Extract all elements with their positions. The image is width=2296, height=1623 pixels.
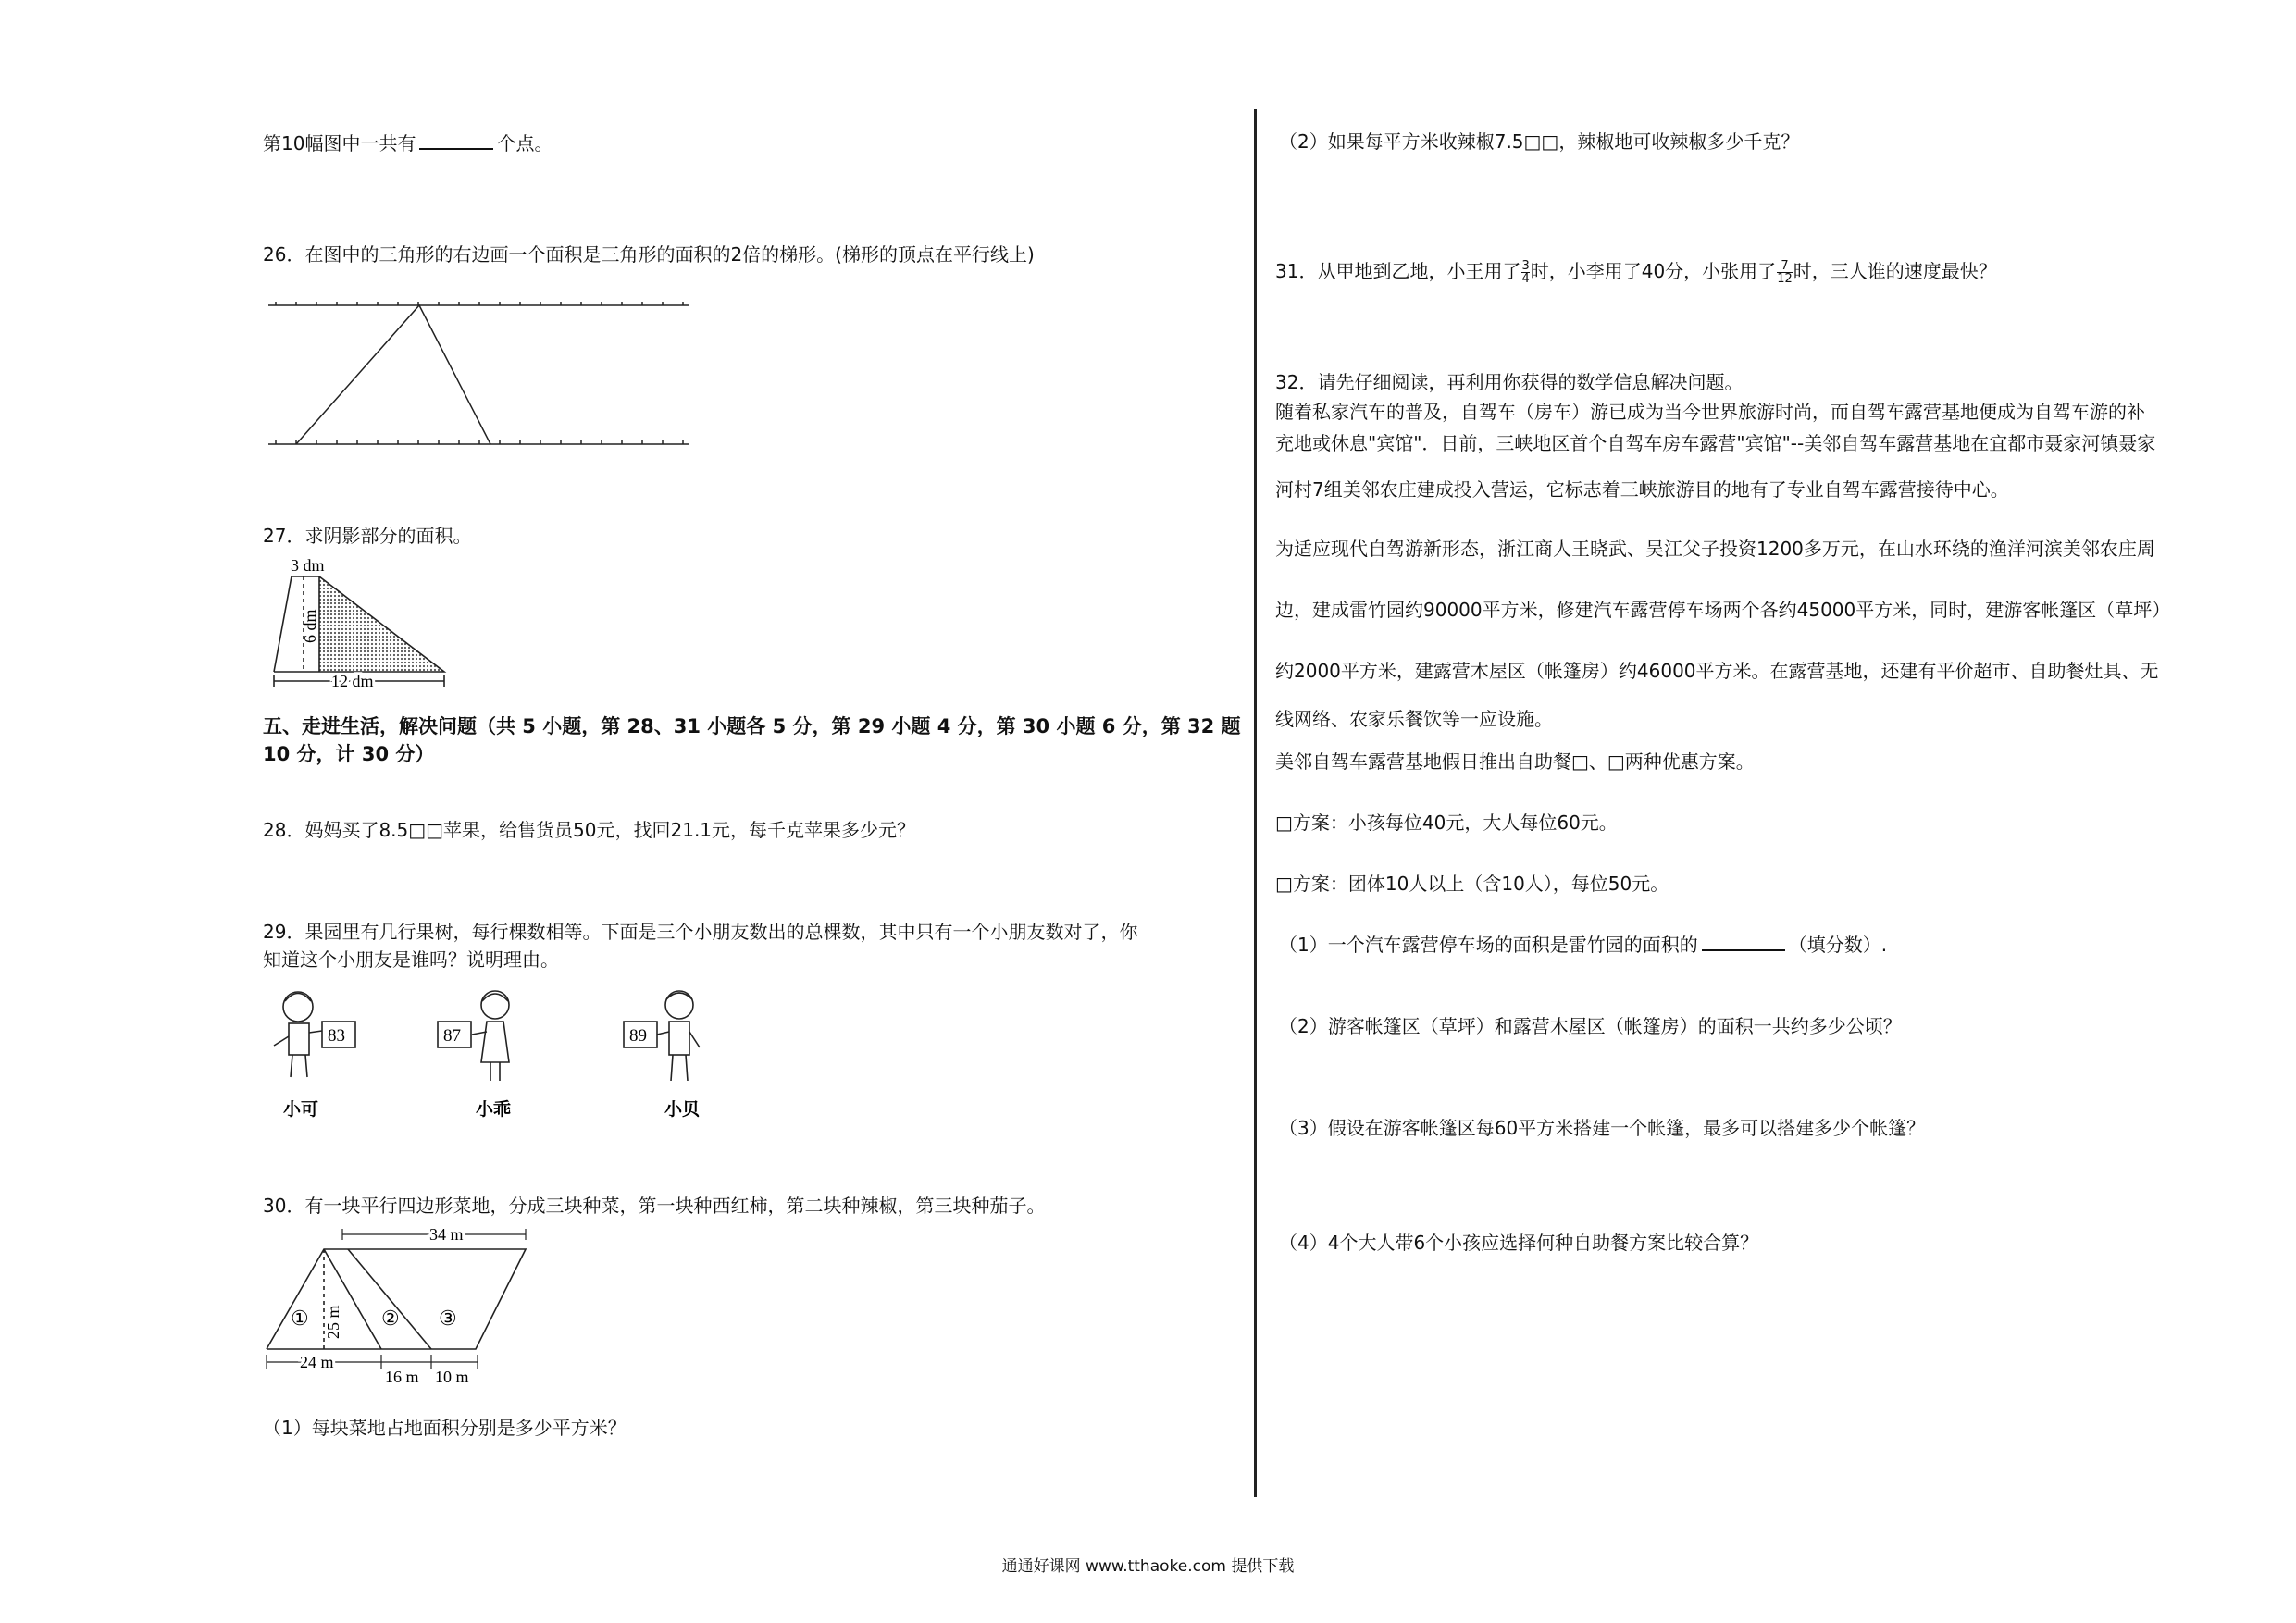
label-34m: 34 m xyxy=(429,1225,464,1244)
q29-kids-figure xyxy=(268,981,750,1129)
q32-part1-pre: （1）一个汽车露营停车场的面积是雷竹园的面积的 xyxy=(1279,934,1698,956)
label-6dm: 6 dm xyxy=(301,609,319,643)
q26-triangle-figure xyxy=(268,294,694,452)
label-16m: 16 m xyxy=(385,1368,419,1386)
q25-text-post: 个点。 xyxy=(497,132,553,155)
label-3dm: 3 dm xyxy=(291,556,325,575)
kid2-number: 87 xyxy=(443,1026,461,1046)
q32-part1 xyxy=(1279,931,1887,957)
fraction-7-12: $\frac{7}{12}$ xyxy=(1777,259,1793,286)
q32-part1-post: （填分数）. xyxy=(1788,934,1888,956)
plot-3-label: ③ xyxy=(439,1307,457,1330)
q32-part2: （2）游客帐篷区（草坪）和露营木屋区（帐篷房）的面积一共约多少公顷？ xyxy=(1279,1015,1902,1037)
plot-1-label: ① xyxy=(291,1307,309,1330)
divider-2 xyxy=(348,1249,431,1349)
fraction-3-4: $\frac{3}{4}$ xyxy=(1521,259,1530,286)
section-5-heading-line1: 五、走进生活，解决问题（共 5 小题，第 28、31 小题各 5 分，第 29 小题 4 分，第 30 小题 6 分，第 32 题 xyxy=(263,715,1241,737)
q30-parallelogram-figure xyxy=(265,1223,542,1394)
kid3-name: 小贝 xyxy=(664,1099,701,1120)
label-25m: 25 m xyxy=(324,1305,342,1339)
q31-text-c: 时，三人谁的速度最快？ xyxy=(1793,260,1997,282)
q32-para2-line3: 约2000平方米，建露营木屋区（帐篷房）约46000平方米。在露营基地，还建有平价超市、自助餐灶具、无 xyxy=(1275,660,2159,682)
q32-para2-line1: 为适应现代自驾游新形态，浙江商人王晓武、吴江父子投资1200多万元，在山水环绕的渔洋河滨美邻农庄周 xyxy=(1275,538,2155,560)
kid3-number: 89 xyxy=(629,1026,647,1046)
q32-para3: 美邻自驾车露营基地假日推出自助餐□、□两种优惠方案。 xyxy=(1275,750,1755,773)
q32-para1-line1: 随着私家汽车的普及，自驾车（房车）游已成为当今世界旅游时尚，而自驾车露营基地便成为自驾车游的补 xyxy=(1275,401,2145,423)
question-28: 28．妈妈买了8.5□□苹果，给售货员50元，找回21.1元，每千克苹果多少元？ xyxy=(263,819,916,841)
label-12dm: 12 dm xyxy=(331,672,374,690)
question-27: 27．求阴影部分的面积。 xyxy=(263,525,472,547)
label-24m: 24 m xyxy=(300,1353,334,1371)
q31-text-b: 时，小李用了40分，小张用了 xyxy=(1530,260,1777,282)
q32-para2-line4: 线网络、农家乐餐饮等一应设施。 xyxy=(1275,708,1553,730)
q32-plan-a: □方案：小孩每位40元，大人每位60元。 xyxy=(1275,812,1618,834)
footer-text: 通通好课网 www.tthaoke.com 提供下载 xyxy=(1001,1557,1295,1576)
column-divider xyxy=(1254,109,1257,1497)
question-29-line2: 知道这个小朋友是谁吗？说明理由。 xyxy=(263,948,559,971)
kid2-name: 小乖 xyxy=(476,1099,512,1120)
q25-line xyxy=(263,130,552,155)
q25-text-pre: 第10幅图中一共有 xyxy=(263,132,416,155)
kid1-name: 小可 xyxy=(283,1099,319,1120)
q32-part1-answer-blank[interactable] xyxy=(1702,931,1785,951)
q32-plan-b: □方案：团体10人以上（含10人），每位50元。 xyxy=(1275,873,1669,895)
question-30-part2: （2）如果每平方米收辣椒7.5□□，辣椒地可收辣椒多少千克？ xyxy=(1279,130,1800,153)
q32-part3: （3）假设在游客帐篷区每60平方米搭建一个帐篷，最多可以搭建多少个帐篷？ xyxy=(1279,1117,1926,1139)
question-30: 30．有一块平行四边形菜地，分成三块种菜，第一块种西红柿，第二块种辣椒，第三块种茄子。 xyxy=(263,1195,1046,1217)
label-10m: 10 m xyxy=(435,1368,469,1386)
q25-answer-blank[interactable] xyxy=(419,130,493,150)
parallelogram-outline xyxy=(267,1249,526,1349)
triangle-shape xyxy=(296,305,490,444)
question-30-part1: （1）每块菜地占地面积分别是多少平方米？ xyxy=(263,1417,627,1439)
question-26: 26．在图中的三角形的右边画一个面积是三角形的面积的2倍的梯形。(梯形的顶点在平行线上) xyxy=(263,243,1035,266)
section-5-heading-line2: 10 分，计 30 分） xyxy=(263,743,435,765)
q32-para1-line2: 充地或休息"宾馆"．日前，三峡地区首个自驾车房车露营"宾馆"--美邻自驾车露营基地在宜都市聂家河镇聂家 xyxy=(1275,432,2156,454)
question-29-line1: 29．果园里有几行果树，每行棵数相等。下面是三个小朋友数出的总棵数，其中只有一个小朋友数对了，你 xyxy=(263,921,1138,943)
plot-2-label: ② xyxy=(381,1307,400,1330)
q32-para1-line3: 河村7组美邻农庄建成投入营运，它标志着三峡旅游目的地有了专业自驾车露营接待中心。 xyxy=(1275,478,2009,501)
q32-part4: （4）4个大人带6个小孩应选择何种自助餐方案比较合算？ xyxy=(1279,1232,1759,1254)
q27-trapezoid-figure xyxy=(267,553,461,692)
question-31 xyxy=(1275,259,1997,285)
q32-para2-line2: 边，建成雷竹园约90000平方米，修建汽车露营停车场两个各约45000平方米，同时，建游客帐篷区（草坪） xyxy=(1275,599,2171,621)
q31-text-a: 31．从甲地到乙地，小王用了 xyxy=(1275,260,1521,282)
question-32-title: 32．请先仔细阅读，再利用你获得的数学信息解决问题。 xyxy=(1275,371,1744,393)
kid1-number: 83 xyxy=(328,1026,345,1046)
